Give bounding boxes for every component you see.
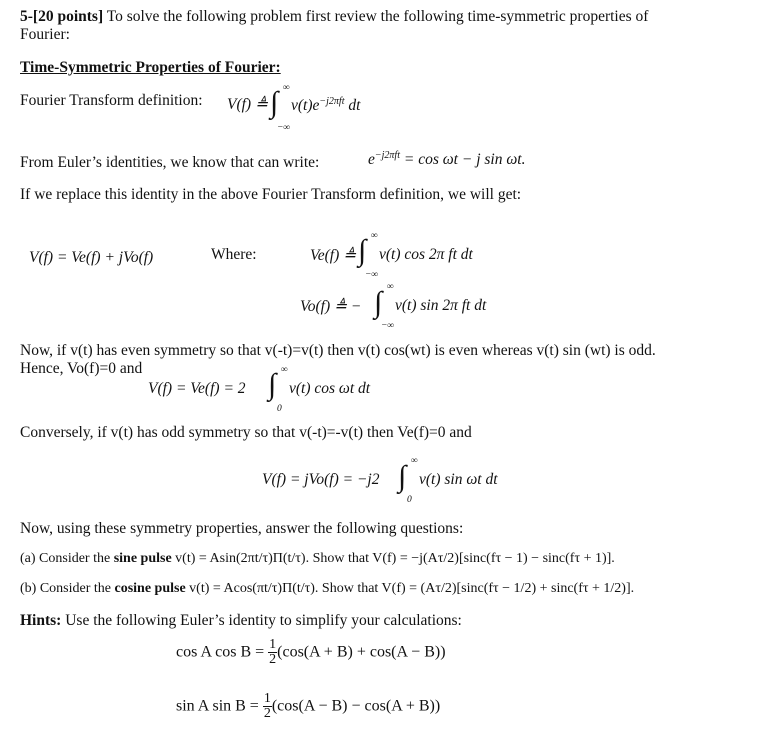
ft-definition-label: Fourier Transform definition: [20, 92, 203, 109]
odd-symmetry-text: Conversely, if v(t) has odd symmetry so that v(-t)=-v(t) then Ve(f)=0 and [20, 424, 472, 441]
ve-integrand: v(t) cos 2π ft dt [379, 246, 473, 263]
odd-integrand: v(t) sin ωt dt [419, 471, 498, 488]
decomposition-equation: V(f) = Ve(f) + jVo(f) [29, 249, 154, 266]
vo-upper-limit: ∞ [387, 282, 394, 292]
problem-number: 5-[20 points] [20, 8, 104, 25]
ft-lower-limit: −∞ [277, 123, 291, 133]
even-equation-lhs: V(f) = Ve(f) = 2 [148, 380, 246, 397]
integral-sign: ∫ [398, 460, 407, 493]
euler-equation: $e^{-j2\pi ft} = \cos \omega t - j$ sin ωt. [368, 150, 526, 169]
section-title: Time-Symmetric Properties of Fourier: [20, 59, 281, 76]
euler-text: From Euler’s identities, we know that can write: [20, 154, 320, 171]
odd-equation-lhs: V(f) = jVo(f) = −j2 [262, 471, 380, 488]
vo-lower-limit: −∞ [381, 321, 395, 331]
question-b: (b) Consider the cosine pulse v(t) = Acos(πt/τ)Π(t/τ). Show that V(f) = (Aτ/2)[sinc(fτ − 1/2) + sinc(fτ + 1/2)]. [20, 581, 635, 596]
ve-lower-limit: −∞ [365, 270, 379, 280]
vo-lhs: Vo(f) ≜ − [300, 298, 362, 315]
hints: Hints: Use the following Euler’s identity to simplify your calculations: [20, 612, 462, 629]
integral-sign: ∫ [270, 86, 279, 119]
questions-intro: Now, using these symmetry properties, answer the following questions: [20, 520, 464, 537]
hints-label: Hints: [20, 612, 62, 629]
even-lower-limit: 0 [277, 404, 282, 414]
ft-integrand: $v(t)e^{-j2\pi ft}$ dt [291, 96, 361, 115]
fraction: $\frac{1}{2}$ [263, 691, 271, 721]
fraction: $\frac{1}{2}$ [269, 637, 277, 667]
even-symmetry-text-line2: Hence, Vo(f)=0 and [20, 360, 143, 377]
hint-equation-1: cos A cos B = $\frac{1}{2}$ (cos(A + B) + cos(A − B)) [176, 637, 446, 667]
ve-lhs: Ve(f) ≜ [310, 247, 357, 264]
question-a: (a) Consider the sine pulse v(t) = Asin(2πt/τ)Π(t/τ). Show that V(f) = −j(Aτ/2)[sinc(fτ − 1) − sinc(fτ + 1)]. [20, 551, 615, 566]
ve-upper-limit: ∞ [371, 231, 378, 241]
problem-header [20, 8, 648, 26]
ft-upper-limit: ∞ [283, 83, 290, 93]
integral-sign: ∫ [358, 234, 367, 267]
odd-upper-limit: ∞ [411, 456, 418, 466]
integral-sign: ∫ [268, 368, 277, 401]
odd-lower-limit: 0 [407, 495, 412, 505]
where-label: Where: [211, 246, 257, 263]
integral-sign: ∫ [374, 286, 383, 319]
problem-intro: To solve the following problem first review the following time-symmetric properties of [103, 8, 649, 25]
hint-equation-2: sin A sin B = $\frac{1}{2}$ (cos(A − B) − cos(A + B)) [176, 691, 441, 721]
ft-definition-lhs: V(f) ≜ [227, 96, 268, 113]
replace-text: If we replace this identity in the above Fourier Transform definition, we will get: [20, 186, 522, 203]
problem-intro-line2: Fourier: [20, 26, 70, 43]
even-symmetry-text: Now, if v(t) has even symmetry so that v(-t)=v(t) then v(t) cos(wt) is even whereas v(t) sin (wt) is odd. [20, 342, 656, 359]
even-upper-limit: ∞ [281, 365, 288, 375]
even-integrand: v(t) cos ωt dt [289, 380, 371, 397]
vo-integrand: v(t) sin 2π ft dt [395, 297, 487, 314]
